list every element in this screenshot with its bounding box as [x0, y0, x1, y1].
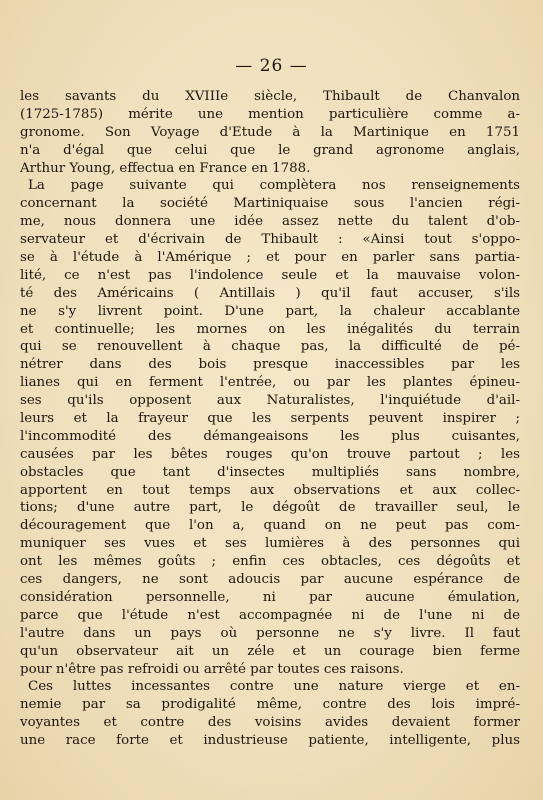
- text-line: Ces luttes incessantes contre une nature vierge et en-: [28, 679, 520, 695]
- text-line: nétrer dans des bois presque inaccessibles par les: [20, 357, 520, 373]
- text-line: ces dangers, ne sont adoucis par aucune espérance de: [20, 572, 520, 588]
- text-line: ne s'y livrent point. D'une part, la chaleur accablante: [20, 303, 520, 319]
- text-line: apportent en tout temps aux observations et aux collec-: [20, 482, 520, 498]
- text-line: pour n'être pas refroidi ou arrêté par toutes ces raisons.: [20, 661, 404, 677]
- text-line: qu'un observateur ait un zéle et un courage bien ferme: [20, 643, 520, 659]
- text-line: Arthur Young, effectua en France en 1788.: [20, 160, 311, 176]
- text-line: me, nous donnera une idée assez nette du talent d'ob-: [20, 214, 520, 230]
- text-line: découragement que l'on a, quand on ne peut pas com-: [20, 518, 520, 534]
- text-line: nemie par sa prodigalité même, contre des lois impré-: [20, 697, 520, 713]
- text-line: qui se renouvellent à chaque pas, la difficulté de pé-: [20, 339, 520, 355]
- text-line: La page suivante qui complètera nos renseignements: [28, 178, 520, 194]
- text-line: ses qu'ils opposent aux Naturalistes, l'inquiétude d'ail-: [20, 393, 520, 409]
- text-line: causées par les bêtes rouges qu'on trouve partout ; les: [20, 446, 520, 462]
- text-line: les savants du XVIIIe siècle, Thibault de Chanvalon: [20, 89, 520, 104]
- text-line: (1725-1785) mérite une mention particulière comme a-: [20, 106, 520, 122]
- text-line: une race forte et industrieuse patiente, intelligente, plus: [20, 733, 520, 749]
- text-line: lianes qui en ferment l'entrée, ou par les plantes épineu-: [20, 375, 520, 391]
- text-line: obstacles que tant d'insectes multipliés sans nombre,: [20, 464, 520, 480]
- text-line: et continuelle; les mornes on les inégalités du terrain: [20, 321, 520, 337]
- text-line: n'a d'égal que celui que le grand agronome anglais,: [20, 142, 520, 158]
- text-line: gronome. Son Voyage d'Etude à la Martinique en 1751: [20, 124, 520, 140]
- text-line: l'incommodité des démangeaisons les plus cuisantes,: [20, 428, 520, 444]
- text-line: considération personnelle, ni par aucune émulation,: [20, 589, 520, 605]
- text-line: leurs et la frayeur que les serpents peuvent inspirer ;: [20, 411, 520, 427]
- text-line: muniquer ses vues et ses lumières à des personnes qui: [20, 536, 520, 552]
- page-number: — 26 —: [235, 56, 308, 76]
- text-line: lité, ce n'est pas l'indolence seule et la mauvaise volon-: [20, 267, 520, 283]
- text-line: té des Américains ( Antillais ) qu'il faut accuser, s'ils: [20, 285, 520, 301]
- text-line: se à l'étude à l'Amérique ; et pour en parler sans partia-: [20, 250, 520, 266]
- text-line: servateur et d'écrivain de Thibault : «Ainsi tout s'oppo-: [20, 232, 520, 248]
- text-line: parce que l'étude n'est accompagnée ni de l'une ni de: [20, 607, 520, 623]
- text-line: voyantes et contre des voisins avides devaient former: [20, 715, 520, 731]
- body-text: [20, 88, 520, 750]
- text-line: tions; d'une autre part, le dégoût de travailler seul, le: [20, 500, 520, 516]
- text-line: ont les mêmes goûts ; enfin ces obtacles, ces dégoûts et: [20, 554, 520, 570]
- text-line: l'autre dans un pays où personne ne s'y livre. Il faut: [20, 625, 520, 641]
- text-line: concernant la société Martiniquaise sous l'ancien régi-: [20, 196, 520, 212]
